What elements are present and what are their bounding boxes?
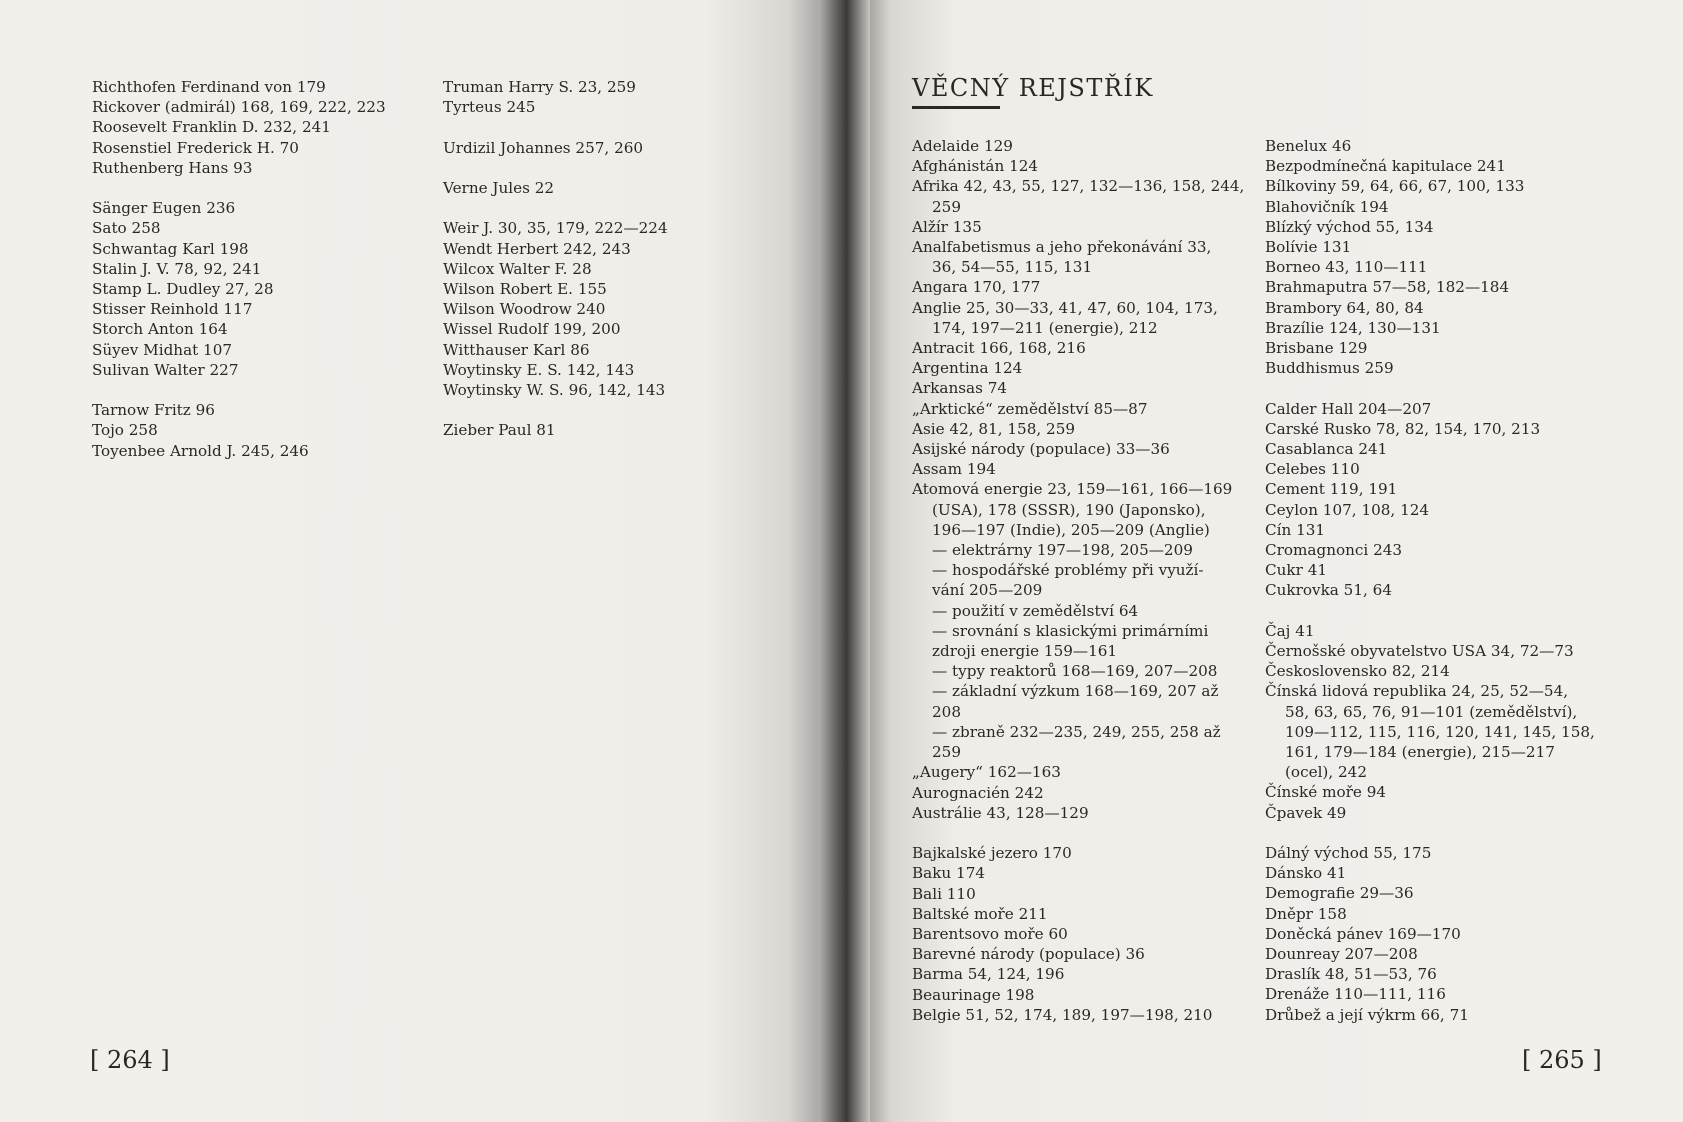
index-entry: Truman Harry S. 23, 259 <box>443 78 636 96</box>
index-entry: Atomová energie 23, 159—161, 166—169 <box>912 480 1233 499</box>
index-entry: Stamp L. Dudley 27, 28 <box>92 280 274 299</box>
index-entry: Drůbež a její výkrm 66, 71 <box>1265 1005 1469 1024</box>
index-entry: Süyev Midhat 107 <box>92 340 233 359</box>
index-entry: 174, 197—211 (energie), 212 <box>932 318 1158 337</box>
index-entry: Wilson Robert E. 155 <box>443 279 607 298</box>
index-entry: 208 <box>932 702 961 721</box>
index-entry: Čaj 41 <box>1265 621 1315 640</box>
title-underline <box>912 106 1000 109</box>
index-entry: Weir J. 30, 35, 179, 222—224 <box>443 219 668 238</box>
index-entry: Cukrovka 51, 64 <box>1265 581 1392 600</box>
index-entry: Wilcox Walter F. 28 <box>443 259 592 278</box>
name-index-column-1 <box>92 77 412 461</box>
index-letter-gap <box>1265 378 1595 398</box>
index-entry: Bílkoviny 59, 64, 66, 67, 100, 133 <box>1265 177 1525 196</box>
index-entry: Brisbane 129 <box>1265 339 1368 358</box>
index-entry: Richthofen Ferdinand von 179 <box>92 78 326 96</box>
index-entry: Asie 42, 81, 158, 259 <box>912 419 1076 438</box>
index-entry: Borneo 43, 110—111 <box>1265 258 1428 277</box>
index-entry: Rickover (admirál) 168, 169, 222, 223 <box>92 98 386 117</box>
index-entry: — hospodářské problémy při využí- <box>932 561 1204 580</box>
index-entry: Draslík 48, 51—53, 76 <box>1265 965 1437 984</box>
index-entry: Aurognacién 242 <box>912 783 1044 802</box>
index-entry: Wissel Rudolf 199, 200 <box>443 320 621 339</box>
index-entry: Anglie 25, 30—33, 41, 47, 60, 104, 173, <box>912 298 1218 317</box>
index-entry: Barentsovo moře 60 <box>912 924 1068 943</box>
index-letter-gap <box>1265 601 1595 621</box>
index-entry: Sato 258 <box>92 219 161 238</box>
index-letter-gap <box>912 823 1236 843</box>
index-letter-gap <box>443 158 703 178</box>
name-index-column-2 <box>443 77 703 441</box>
index-entry: Dněpr 158 <box>1265 904 1347 923</box>
index-entry: — základní výzkum 168—169, 207 až <box>932 682 1219 701</box>
index-entry: Arkansas 74 <box>912 379 1008 398</box>
subject-index-title: VĚCNÝ REJSTŘÍK <box>912 74 1154 102</box>
index-entry: 259 <box>932 197 961 216</box>
index-entry: Dálný východ 55, 175 <box>1265 844 1432 863</box>
index-entry: Asijské národy (populace) 33—36 <box>912 440 1170 459</box>
index-entry: 109—112, 115, 116, 120, 141, 145, 158, <box>1285 722 1595 741</box>
index-entry: Carské Rusko 78, 82, 154, 170, 213 <box>1265 419 1541 438</box>
index-entry: Dánsko 41 <box>1265 864 1347 883</box>
index-entry: Afghánistán 124 <box>912 157 1039 176</box>
index-entry: Benelux 46 <box>1265 137 1352 155</box>
index-entry: (ocel), 242 <box>1285 763 1367 782</box>
index-entry: Stisser Reinhold 117 <box>92 300 253 319</box>
index-entry: „Augery“ 162—163 <box>912 763 1061 782</box>
book-gutter <box>818 0 870 1122</box>
index-entry: Afrika 42, 43, 55, 127, 132—136, 158, 244, <box>912 177 1245 196</box>
index-entry: vání 205—209 <box>932 581 1043 600</box>
index-entry: Blízký východ 55, 134 <box>1265 217 1434 236</box>
index-entry: — elektrárny 197—198, 205—209 <box>932 541 1193 560</box>
index-entry: Ruthenberg Hans 93 <box>92 158 253 177</box>
index-entry: 58, 63, 65, 76, 91—101 (zemědělství), <box>1285 702 1578 721</box>
index-entry: Verne Jules 22 <box>443 178 555 197</box>
subject-index-column-2 <box>1265 136 1595 1025</box>
index-entry: (USA), 178 (SSSR), 190 (Japonsko), <box>932 500 1206 519</box>
index-entry: Brahmaputra 57—58, 182—184 <box>1265 278 1510 297</box>
index-entry: Woytinsky W. S. 96, 142, 143 <box>443 381 666 399</box>
index-entry: 259 <box>932 743 961 762</box>
subject-index-column-1 <box>912 136 1245 1025</box>
index-entry: Tojo 258 <box>92 421 158 440</box>
index-entry: — zbraně 232—235, 249, 255, 258 až <box>932 722 1221 741</box>
index-entry: Cromagnonci 243 <box>1265 541 1403 560</box>
index-entry: 161, 179—184 (energie), 215—217 <box>1285 743 1555 762</box>
index-entry: Bajkalské jezero 170 <box>912 844 1072 863</box>
index-entry: — typy reaktorů 168—169, 207—208 <box>932 662 1218 681</box>
index-entry: Adelaide 129 <box>912 137 1013 155</box>
index-entry: Sänger Eugen 236 <box>92 199 236 218</box>
index-entry: Drenáže 110—111, 116 <box>1265 985 1446 1004</box>
page-number-right: [ 265 ] <box>1522 1046 1602 1074</box>
index-letter-gap <box>92 178 412 198</box>
index-entry: Schwantag Karl 198 <box>92 239 249 258</box>
index-entry: Toyenbee Arnold J. 245, 246 <box>92 441 309 460</box>
index-entry: Calder Hall 204—207 <box>1265 399 1432 418</box>
index-entry: Buddhismus 259 <box>1265 359 1394 378</box>
index-entry: — použití v zemědělství 64 <box>932 601 1139 620</box>
index-entry: Černošské obyvatelstvo USA 34, 72—73 <box>1265 642 1574 661</box>
index-entry: Čínské moře 94 <box>1265 783 1387 802</box>
index-entry: Roosevelt Franklin D. 232, 241 <box>92 118 331 137</box>
index-entry: Analfabetismus a jeho překonávání 33, <box>912 238 1212 257</box>
index-entry: Blahovičník 194 <box>1265 197 1389 216</box>
index-entry: Storch Anton 164 <box>92 320 228 339</box>
index-entry: Barevné národy (populace) 36 <box>912 945 1145 964</box>
index-entry: Wendt Herbert 242, 243 <box>443 239 631 258</box>
index-letter-gap <box>443 117 703 137</box>
index-entry: Casablanca 241 <box>1265 440 1388 459</box>
index-entry: Zieber Paul 81 <box>443 421 556 440</box>
index-entry: Belgie 51, 52, 174, 189, 197—198, 210 <box>912 1005 1213 1024</box>
index-entry: Witthauser Karl 86 <box>443 340 590 359</box>
index-entry: zdroji energie 159—161 <box>932 642 1118 661</box>
index-entry: Alžír 135 <box>912 217 982 236</box>
index-entry: Demografie 29—36 <box>1265 884 1414 903</box>
index-entry: Cukr 41 <box>1265 561 1328 580</box>
index-entry: Čínská lidová republika 24, 25, 52—54, <box>1265 682 1569 701</box>
index-entry: Ceylon 107, 108, 124 <box>1265 500 1430 519</box>
index-entry: Čpavek 49 <box>1265 803 1347 822</box>
index-entry: Stalin J. V. 78, 92, 241 <box>92 259 262 278</box>
index-entry: Bolívie 131 <box>1265 238 1352 257</box>
index-entry: Celebes 110 <box>1265 460 1360 479</box>
index-entry: Sulivan Walter 227 <box>92 360 239 379</box>
index-entry: Československo 82, 214 <box>1265 662 1450 681</box>
index-entry: Dounreay 207—208 <box>1265 945 1418 964</box>
index-entry: Woytinsky E. S. 142, 143 <box>443 360 635 379</box>
index-entry: 196—197 (Indie), 205—209 (Anglie) <box>932 520 1210 539</box>
index-entry: Tarnow Fritz 96 <box>92 401 215 420</box>
index-entry: Tyrteus 245 <box>443 98 536 117</box>
index-entry: Bali 110 <box>912 884 976 903</box>
index-entry: Wilson Woodrow 240 <box>443 300 606 319</box>
index-entry: Baltské moře 211 <box>912 904 1048 923</box>
index-entry: Barma 54, 124, 196 <box>912 965 1065 984</box>
index-entry: Assam 194 <box>912 460 996 479</box>
index-entry: — srovnání s klasickými primárními <box>932 621 1209 640</box>
index-letter-gap <box>443 400 703 420</box>
index-entry: Argentina 124 <box>912 359 1023 378</box>
index-entry: Antracit 166, 168, 216 <box>912 339 1086 358</box>
index-entry: 36, 54—55, 115, 131 <box>932 258 1093 277</box>
index-entry: Doněcká pánev 169—170 <box>1265 924 1461 943</box>
index-entry: Brambory 64, 80, 84 <box>1265 298 1424 317</box>
index-entry: Angara 170, 177 <box>912 278 1041 297</box>
index-entry: Cement 119, 191 <box>1265 480 1398 499</box>
page-number-left: [ 264 ] <box>90 1046 170 1074</box>
index-entry: Cín 131 <box>1265 520 1326 539</box>
index-entry: Baku 174 <box>912 864 986 883</box>
index-entry: „Arktické“ zemědělství 85—87 <box>912 399 1148 418</box>
index-letter-gap <box>92 380 412 400</box>
index-letter-gap <box>443 198 703 218</box>
index-entry: Urdizil Johannes 257, 260 <box>443 138 644 157</box>
index-entry: Bezpodmínečná kapitulace 241 <box>1265 157 1506 176</box>
index-entry: Brazílie 124, 130—131 <box>1265 318 1441 337</box>
index-entry: Beaurinage 198 <box>912 985 1035 1004</box>
index-entry: Rosenstiel Frederick H. 70 <box>92 138 299 157</box>
index-entry: Austrálie 43, 128—129 <box>912 803 1089 822</box>
index-letter-gap <box>1265 823 1595 843</box>
